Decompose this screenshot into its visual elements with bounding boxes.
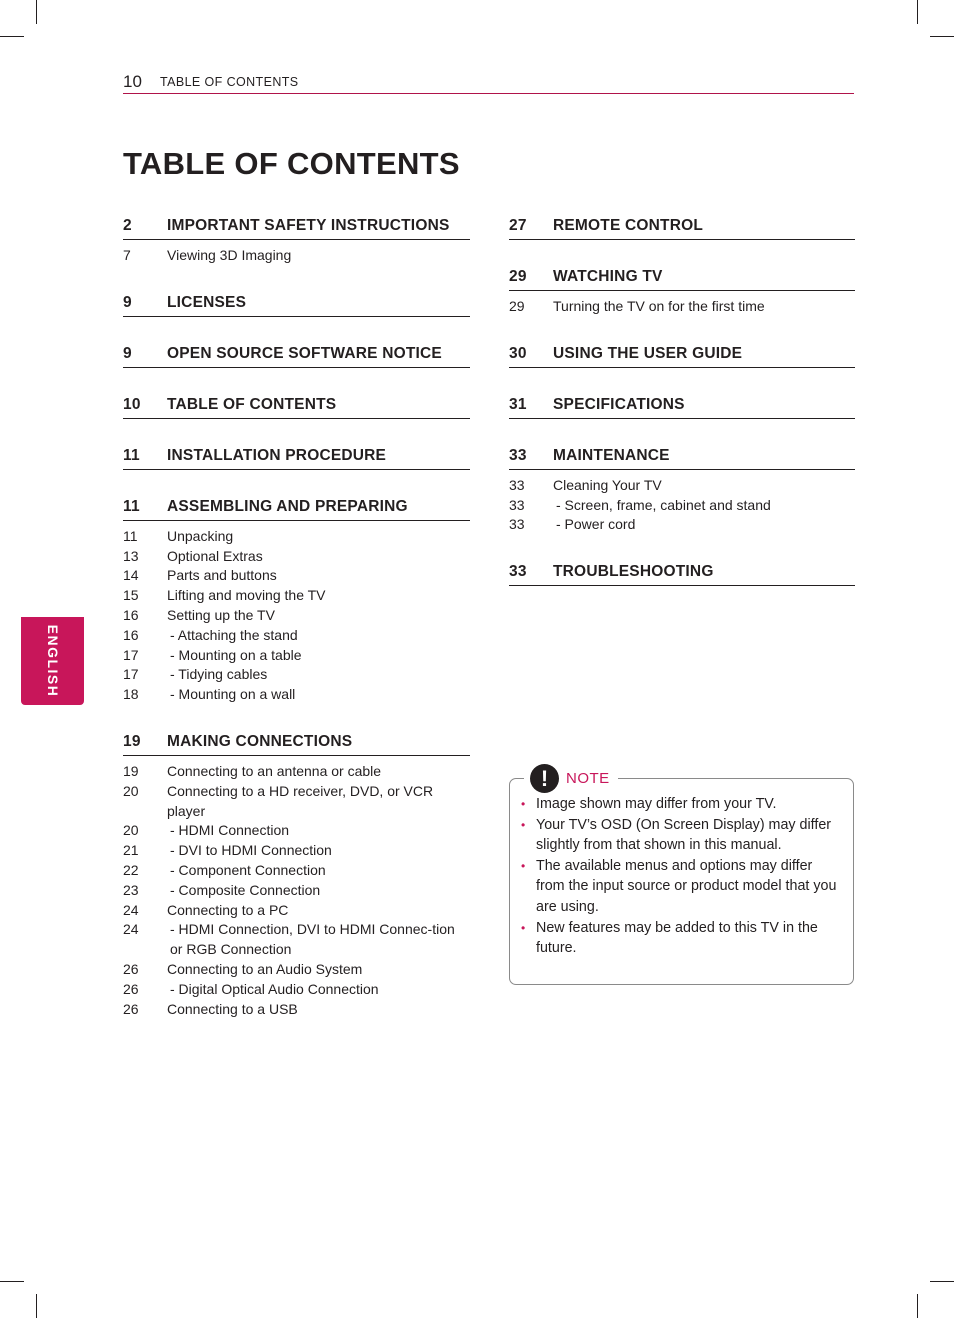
- toc-entry-text: - Attaching the stand: [170, 626, 298, 643]
- toc-entry[interactable]: [123, 527, 470, 547]
- toc-entry[interactable]: [123, 782, 470, 822]
- note-badge: [524, 763, 618, 793]
- toc-section-page: 11: [123, 497, 140, 515]
- page-header: [123, 72, 854, 94]
- toc-entry-page: 33: [509, 496, 525, 513]
- toc-section-title: MAINTENANCE: [553, 446, 670, 464]
- language-tab: [21, 617, 84, 705]
- toc-section-heading[interactable]: [509, 393, 855, 419]
- toc-entry-page: 33: [509, 476, 525, 493]
- toc-section-page: 19: [123, 732, 141, 750]
- note-box: [509, 765, 854, 985]
- toc-entry-page: 7: [123, 247, 131, 263]
- toc-subentry[interactable]: [123, 821, 470, 841]
- language-tab-label: ENGLISH: [44, 624, 61, 698]
- toc-entry-page: 29: [509, 298, 525, 314]
- toc-section-heading[interactable]: [509, 265, 855, 291]
- toc-entry-list: [123, 756, 470, 1019]
- toc-section-page: 31: [509, 395, 527, 413]
- toc-entry-page: 33: [509, 516, 525, 533]
- toc-entry[interactable]: [123, 566, 470, 586]
- note-label: NOTE: [566, 769, 610, 787]
- toc-section-page: 9: [123, 344, 132, 362]
- toc-entry[interactable]: [123, 246, 470, 266]
- note-item: [521, 918, 841, 959]
- toc-entry[interactable]: [123, 762, 470, 782]
- toc-entry-text: - Tidying cables: [170, 666, 268, 683]
- toc-section-title: SPECIFICATIONS: [553, 395, 685, 413]
- toc-section: [509, 214, 855, 240]
- toc-section: [123, 495, 470, 705]
- toc-entry-text: - Mounting on a table: [170, 646, 302, 663]
- toc-entry-text: Setting up the TV: [167, 606, 275, 623]
- toc-entry-page: 16: [123, 606, 139, 623]
- toc-entry-list: [509, 470, 855, 535]
- toc-entry[interactable]: [123, 547, 470, 567]
- toc-subentry[interactable]: [123, 881, 470, 901]
- toc-section: [509, 342, 855, 368]
- toc-section-heading[interactable]: [123, 342, 470, 368]
- toc-section-heading[interactable]: [123, 393, 470, 419]
- toc-entry-text: Unpacking: [167, 527, 234, 544]
- toc-left-column: [123, 214, 470, 1044]
- toc-entry-text: Connecting to an antenna or cable: [167, 762, 382, 779]
- toc-section: [509, 560, 855, 586]
- toc-section: [123, 444, 470, 470]
- toc-section-title: MAKING CONNECTIONS: [167, 732, 353, 750]
- crop-mark: [0, 36, 24, 37]
- crop-mark: [917, 1294, 918, 1318]
- bullet-icon: •: [521, 920, 526, 935]
- toc-entry-page: 22: [123, 861, 139, 878]
- toc-section-heading[interactable]: [509, 342, 855, 368]
- toc-entry[interactable]: [123, 960, 470, 980]
- note-list: [510, 779, 853, 959]
- toc-entry-text: Connecting to a PC: [167, 901, 289, 918]
- crop-mark: [930, 36, 954, 37]
- toc-entry-page: 13: [123, 547, 139, 564]
- toc-entry-text: - Power cord: [556, 516, 636, 533]
- toc-entry-text: Connecting to an Audio System: [167, 960, 363, 977]
- toc-section-heading[interactable]: [123, 730, 470, 756]
- note-item-text: Your TV’s OSD (On Screen Display) may differ slightly from that shown in this manual.: [536, 816, 832, 854]
- toc-entry-page: 24: [123, 901, 139, 918]
- toc-entry-page: 26: [123, 960, 139, 977]
- running-title: TABLE OF CONTENTS: [160, 75, 299, 89]
- note-item-text: Image shown may differ from your TV.: [536, 796, 777, 812]
- toc-subentry[interactable]: [509, 496, 855, 516]
- page-title: TABLE OF CONTENTS: [123, 146, 460, 181]
- toc-section: [509, 444, 855, 535]
- page-number: 10: [123, 72, 142, 91]
- toc-entry-page: 20: [123, 822, 139, 839]
- toc-entry-text: Lifting and moving the TV: [167, 587, 326, 604]
- toc-section-heading[interactable]: [509, 214, 855, 240]
- toc-entry-text: Optional Extras: [167, 547, 263, 564]
- toc-section-title: LICENSES: [167, 293, 247, 311]
- toc-section: [123, 214, 470, 266]
- toc-entry-text: - DVI to HDMI Connection: [170, 842, 332, 859]
- toc-entry-text: Parts and buttons: [167, 567, 277, 584]
- toc-entry-page: 26: [123, 1000, 139, 1017]
- toc-entry-page: 17: [123, 646, 139, 663]
- toc-section-title: WATCHING TV: [553, 268, 663, 285]
- toc-entry-text: Connecting to a HD receiver, DVD, or VCR player: [167, 782, 434, 819]
- toc-section-page: 9: [123, 293, 132, 311]
- toc-entry-page: 16: [123, 626, 139, 643]
- toc-entry-page: 11: [123, 527, 138, 544]
- toc-section-title: TROUBLESHOOTING: [553, 563, 714, 581]
- note-item: [521, 794, 841, 815]
- toc-subentry[interactable]: [123, 646, 470, 666]
- toc-section: [123, 291, 470, 317]
- toc-section-page: 27: [509, 217, 527, 234]
- note-item-text: New features may be added to this TV in the future.: [536, 919, 818, 957]
- note-item-text: The available menus and options may differ from the input source or product model that you are using.: [536, 857, 837, 915]
- toc-section-page: 11: [123, 446, 140, 464]
- exclamation-icon: !: [530, 764, 559, 793]
- toc-section-page: 2: [123, 217, 132, 234]
- toc-section-title: ASSEMBLING AND PREPARING: [167, 497, 408, 515]
- note-item: [521, 856, 841, 918]
- crop-mark: [917, 0, 918, 24]
- crop-mark: [930, 1281, 954, 1282]
- toc-section-title: INSTALLATION PROCEDURE: [167, 446, 387, 464]
- toc-entry-page: 14: [123, 567, 139, 584]
- toc-entry[interactable]: [509, 476, 855, 496]
- bullet-icon: •: [521, 817, 526, 832]
- note-item: [521, 815, 841, 856]
- toc-section-heading[interactable]: [509, 560, 855, 586]
- toc-entry-page: 15: [123, 587, 139, 604]
- toc-entry-list: [509, 291, 855, 317]
- toc-entry-page: 21: [123, 842, 139, 859]
- crop-mark: [0, 1281, 24, 1282]
- toc-entry-text: - Composite Connection: [170, 881, 321, 898]
- toc-section-page: 30: [509, 344, 527, 362]
- toc-entry[interactable]: [509, 297, 855, 317]
- crop-mark: [36, 1294, 37, 1318]
- toc-entry[interactable]: [123, 1000, 470, 1020]
- toc-section-heading[interactable]: [123, 444, 470, 470]
- toc-section-title: IMPORTANT SAFETY INSTRUCTIONS: [167, 217, 450, 234]
- toc-section-heading[interactable]: [509, 444, 855, 470]
- toc-entry-page: 20: [123, 782, 139, 799]
- toc-section: [123, 730, 470, 1019]
- toc-entry-text: - Mounting on a wall: [170, 686, 296, 703]
- toc-entry-text: - Component Connection: [170, 861, 326, 878]
- toc-entry-page: 24: [123, 921, 139, 938]
- toc-entry-text: Connecting to a USB: [167, 1000, 298, 1017]
- toc-entry-text: Viewing 3D Imaging: [167, 247, 292, 263]
- toc-entry-page: 26: [123, 980, 139, 997]
- toc-subentry[interactable]: [123, 920, 470, 960]
- toc-section: [509, 265, 855, 317]
- toc-subentry[interactable]: [123, 626, 470, 646]
- toc-subentry[interactable]: [123, 665, 470, 685]
- toc-entry-page: 17: [123, 666, 139, 683]
- toc-entry[interactable]: [123, 901, 470, 921]
- toc-entry-page: 23: [123, 881, 139, 898]
- toc-subentry[interactable]: [123, 861, 470, 881]
- toc-section-title: REMOTE CONTROL: [553, 217, 704, 234]
- toc-section: [509, 393, 855, 419]
- toc-section-page: 33: [509, 446, 527, 464]
- toc-subentry[interactable]: [509, 515, 855, 535]
- toc-entry-page: 19: [123, 762, 139, 779]
- toc-section-heading[interactable]: [123, 291, 470, 317]
- toc-section-title: USING THE USER GUIDE: [553, 344, 743, 362]
- toc-subentry[interactable]: [123, 685, 470, 705]
- toc-section-title: OPEN SOURCE SOFTWARE NOTICE: [167, 344, 442, 362]
- toc-entry[interactable]: [123, 586, 470, 606]
- toc-section-heading[interactable]: [123, 214, 470, 240]
- toc-section-title: TABLE OF CONTENTS: [167, 395, 337, 413]
- toc-subentry[interactable]: [123, 841, 470, 861]
- toc-entry[interactable]: [123, 606, 470, 626]
- toc-subentry[interactable]: [123, 980, 470, 1000]
- toc-entry-text: - HDMI Connection, DVI to HDMI Connec-tion or RGB Connection: [170, 921, 455, 958]
- toc-section: [123, 393, 470, 419]
- toc-entry-text: Cleaning Your TV: [553, 476, 662, 493]
- toc-entry-text: - Screen, frame, cabinet and stand: [556, 496, 771, 513]
- toc-entry-text: - Digital Optical Audio Connection: [170, 980, 379, 997]
- toc-entry-page: 18: [123, 686, 139, 703]
- crop-mark: [36, 0, 37, 24]
- toc-entry-list: [123, 521, 470, 705]
- toc-section-page: 10: [123, 395, 141, 413]
- toc-section-heading[interactable]: [123, 495, 470, 521]
- bullet-icon: •: [521, 858, 526, 873]
- toc-section: [123, 342, 470, 368]
- bullet-icon: •: [521, 797, 526, 811]
- toc-section-page: 33: [509, 563, 527, 581]
- toc-entry-text: - HDMI Connection: [170, 822, 290, 839]
- toc-entry-text: Turning the TV on for the first time: [553, 298, 765, 314]
- toc-entry-list: [123, 240, 470, 266]
- toc-section-page: 29: [509, 268, 527, 285]
- toc-right-column: [509, 214, 855, 611]
